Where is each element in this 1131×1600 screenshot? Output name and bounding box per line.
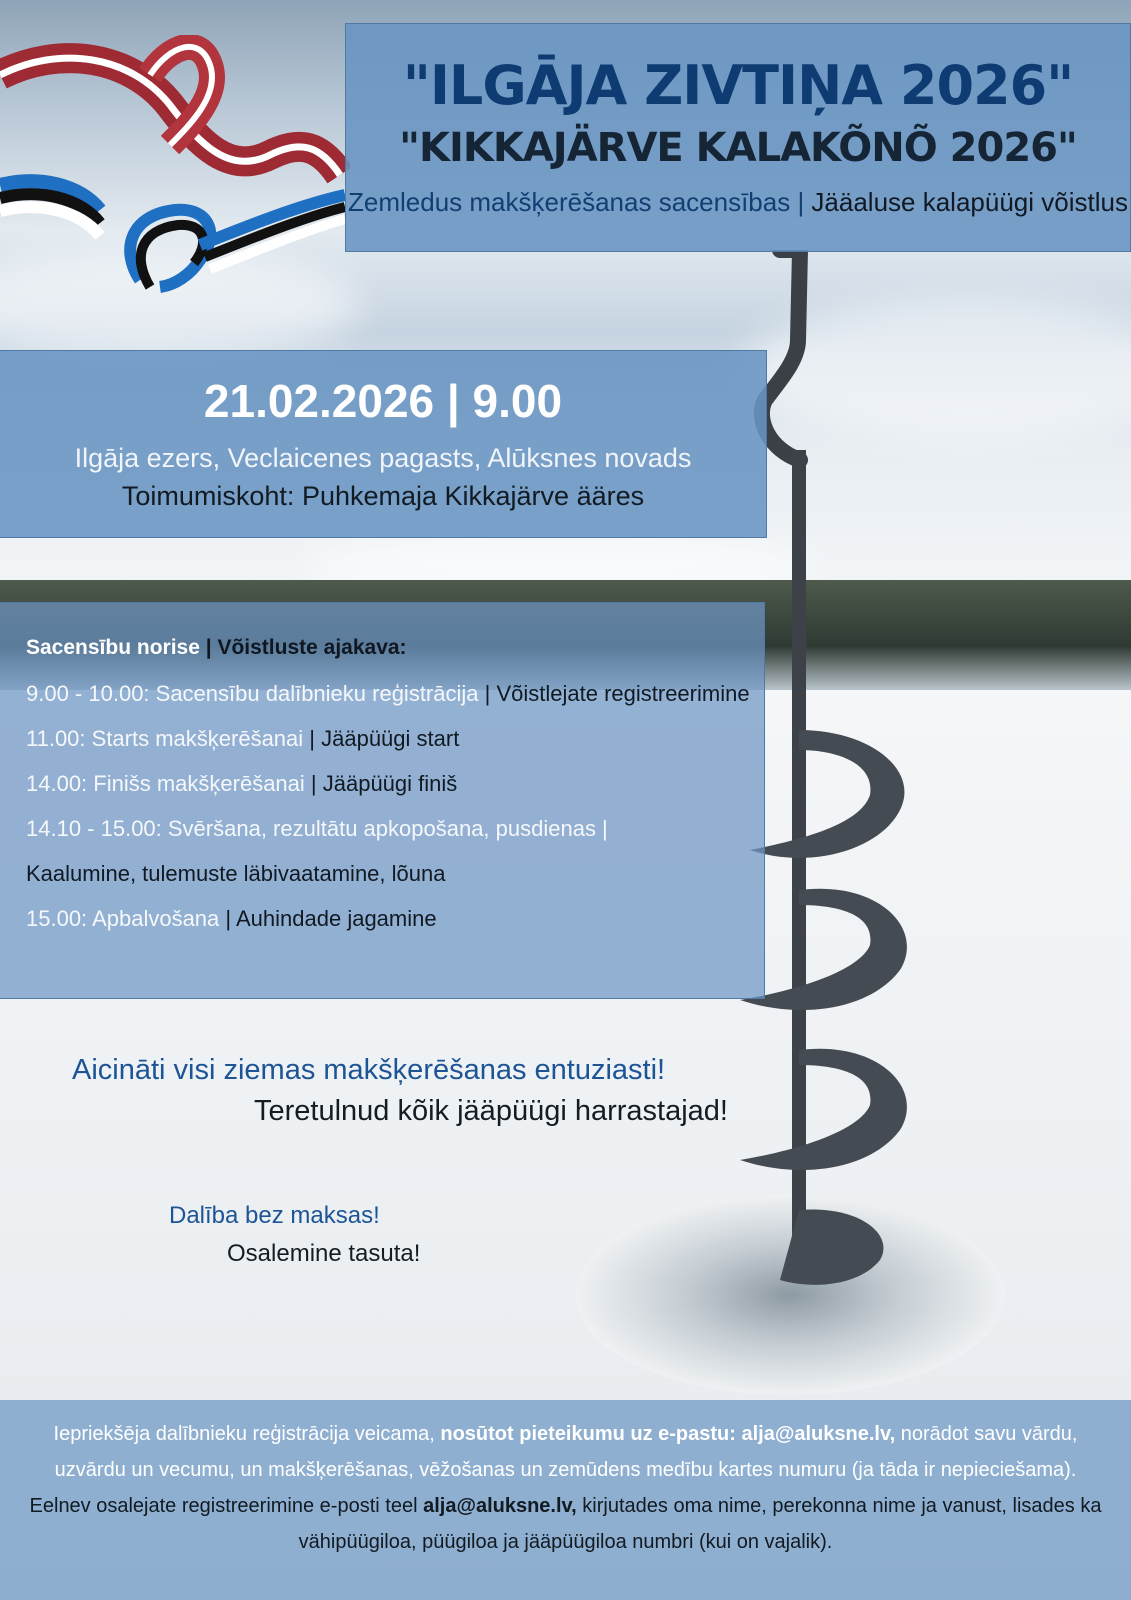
registration-footer	[0, 1400, 1131, 1600]
schedule-item-latvian: 14.00: Finišs makšķerēšanai	[26, 771, 305, 796]
event-title-estonian: "KIKKAJÄRVE KALAKÕNÕ 2026"	[399, 125, 1077, 171]
registration-latvian-part1: Iepriekšēja dalībnieku reģistrācija veicama,	[53, 1423, 441, 1445]
registration-estonian-part2: kirjutades oma nime, perekonna nime ja vanust, lisades ka vähipüügiloa, püügiloa ja jääpüügiloa numbri (kui on vajalik).	[298, 1495, 1102, 1553]
schedule-heading	[26, 633, 764, 663]
schedule-item	[26, 769, 764, 799]
schedule-item-latvian: 9.00 - 10.00: Sacensību dalībnieku reģistrācija	[26, 681, 479, 706]
schedule-item	[26, 679, 764, 709]
subtitle-estonian: Jääaluse kalapüügi võistlus	[811, 187, 1128, 217]
schedule-item	[26, 724, 764, 754]
schedule-item	[26, 904, 764, 934]
subtitle-latvian: Zemledus makšķerēšanas sacensības	[348, 187, 791, 217]
schedule-item-estonian: Kaalumine, tulemuste läbivaatamine, lõuna	[26, 861, 446, 886]
flag-ribbon-icon	[0, 35, 350, 305]
title-banner	[345, 23, 1131, 252]
invitation-estonian: Teretulnud kõik jääpüügi harrastajad!	[254, 1095, 728, 1127]
schedule-heading-latvian: Sacensību norise	[26, 636, 200, 659]
registration-text-latvian	[20, 1416, 1111, 1488]
schedule-item-estonian: | Jääpüügi start	[303, 726, 460, 751]
event-title-latvian: "ILGĀJA ZIVTIŅA 2026"	[402, 54, 1074, 117]
free-entry-latvian: Dalība bez maksas!	[169, 1202, 380, 1229]
schedule-item	[26, 814, 764, 844]
event-datetime: 21.02.2026 | 9.00	[203, 375, 563, 427]
free-entry-estonian: Osalemine tasuta!	[227, 1240, 421, 1267]
schedule-panel	[0, 602, 765, 999]
schedule-item-estonian: | Auhindade jagamine	[219, 906, 437, 931]
schedule-item	[26, 859, 764, 889]
registration-latvian-part2: norādot savu vārdu, uzvārdu un vecumu, un makšķerēšanas, vēžošanas un zemūdens medību kartes numuru (ja tāda ir nepieciešama).	[54, 1423, 1078, 1481]
schedule-item-estonian: | Jääpüügi finiš	[304, 771, 458, 796]
schedule-heading-estonian: | Võistluste ajakava:	[199, 636, 407, 659]
registration-text-estonian	[20, 1488, 1111, 1560]
event-venue: Toimumiskoht: Puhkemaja Kikkajärve ääres	[121, 481, 645, 511]
event-subtitle	[346, 186, 1130, 218]
subtitle-separator: |	[790, 187, 812, 217]
schedule-item-latvian: 15.00: Apbalvošana	[26, 906, 220, 931]
schedule-item-latvian: 14.10 - 15.00: Svēršana, rezultātu apkopošana, pusdienas |	[26, 816, 608, 841]
date-location-panel	[0, 350, 767, 538]
registration-email-estonian: alja@aluksne.lv,	[423, 1495, 577, 1517]
schedule-item-latvian: 11.00: Starts makšķerēšanai	[26, 726, 304, 751]
registration-email-latvian: nosūtot pieteikumu uz e-pastu: alja@aluksne.lv,	[440, 1423, 896, 1445]
event-location: Ilgāja ezers, Veclaicenes pagasts, Alūksnes novads	[74, 443, 692, 473]
registration-estonian-part1: Eelnev osalejate registreerimine e-posti teel	[29, 1495, 424, 1517]
invitation-latvian: Aicināti visi ziemas makšķerēšanas entuziasti!	[72, 1054, 666, 1086]
schedule-item-estonian: | Võistlejate registreerimine	[478, 681, 750, 706]
